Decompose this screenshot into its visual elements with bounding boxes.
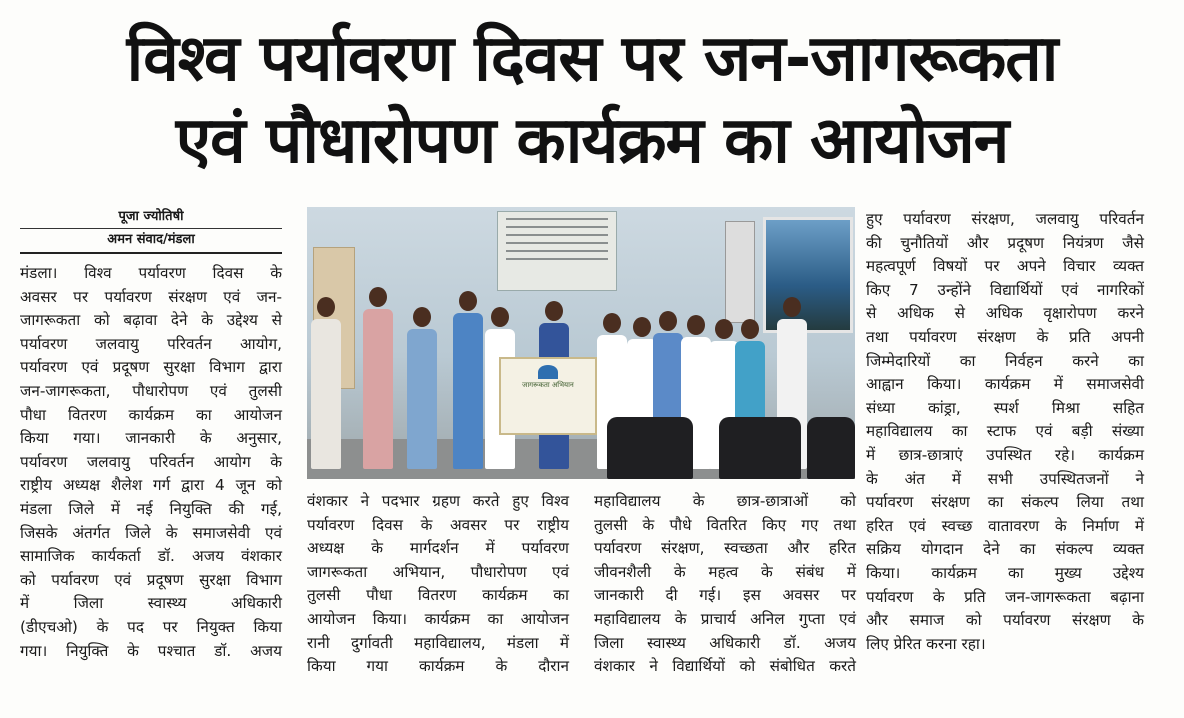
byline (20, 208, 282, 254)
article-line: सक्रिय योगदान देने का संकल्प व्यक्त (866, 540, 1144, 559)
article-line: पर्यावरण के प्रति जन-जागरूकता बढ़ाना (866, 587, 1144, 606)
photo-notice-board (497, 211, 617, 291)
event-photo (307, 207, 855, 479)
banner-logo-icon (538, 365, 558, 379)
article-line: किए 7 उन्होंने विद्यार्थियों एवं नागरिकों (866, 280, 1144, 299)
article-line: राष्ट्रीय अध्यक्ष शैलेश गर्ग द्वारा 4 जून को (20, 476, 282, 495)
article-line: पर्यावरण दिवस के अवसर पर राष्ट्रीय (307, 515, 569, 534)
article-line: आयोजन किया। कार्यक्रम का आयोजन (307, 609, 569, 628)
article-line: के अंत में सभी उपस्थितजनों ने (866, 469, 1144, 488)
article-line: जन-जागरूकता, पौधारोपण एवं तुलसी (20, 381, 282, 400)
article-line: गया। नियुक्ति के पश्चात डॉ. अजय (20, 641, 282, 660)
article-line: पर्यावरण संरक्षण, स्वच्छता और हरित (594, 539, 856, 558)
article-line: सामाजिक कार्यकर्ता डॉ. अजय वंशकार (20, 547, 282, 566)
article-line: और समाज को पर्यावरण संरक्षण के (866, 611, 1144, 630)
photo-person (453, 291, 483, 469)
article-line: आह्वान किया। कार्यक्रम में समाजसेवी (866, 375, 1144, 394)
photo-chair (719, 417, 801, 479)
article-column-4 (866, 208, 1144, 656)
article-column-3 (594, 490, 856, 679)
article-line: मंडला। विश्व पर्यावरण दिवस के (20, 264, 282, 282)
article-line: अवसर पर पर्यावरण संरक्षण एवं जन- (20, 287, 282, 306)
photo-person (363, 287, 393, 469)
photo-chair (807, 417, 855, 479)
article-line: से अधिक से अधिक वृक्षारोपण करने (866, 304, 1144, 323)
article-line: लिए प्रेरित करना रहा। (866, 634, 986, 653)
article-line: तुलसी पौधा वितरण कार्यक्रम का (307, 586, 569, 605)
article-line: पर्यावरण जलवायु परिवर्तन आयोग, (20, 334, 282, 353)
article-line: महाविद्यालय का स्टाफ एवं बड़ी संख्या (866, 422, 1144, 441)
article-line: की चुनौतियों और प्रदूषण नियंत्रण जैसे (866, 233, 1144, 252)
article-line: जिसके अंतर्गत जिले के समाजसेवी एवं (20, 523, 282, 542)
article-line: जीवनशैली के महत्व के संबंध में (594, 562, 856, 581)
article-line: पौधा वितरण कार्यक्रम का आयोजन (20, 405, 282, 424)
photo-banner (499, 357, 597, 435)
article-line: जानकारी दी गई। इस अवसर पर (594, 586, 856, 605)
article-line: पर्यावरण जलवायु परिवर्तन आयोग के (20, 452, 282, 471)
article-line: (डीएचओ) के पद पर नियुक्त किया (20, 617, 282, 636)
byline-source: अमन संवाद/मंडला (107, 232, 195, 247)
headline-line-2: एवं पौधारोपण कार्यक्रम का आयोजन (175, 104, 1009, 178)
photo-chair (607, 417, 693, 479)
article-column-1 (20, 262, 282, 663)
article-line: महाविद्यालय के प्राचार्य अनिल गुप्ता एवं (594, 609, 856, 628)
article-line: अध्यक्ष के मार्गदर्शन में पर्यावरण (307, 539, 569, 558)
article-line: संध्या कांड्रा, स्पर्श मिश्रा सहित (866, 398, 1144, 417)
photo-person (311, 297, 341, 469)
article-line: किया गया कार्यक्रम के दौरान (307, 657, 569, 676)
article-line: जागरूकता अभियान, पौधारोपण एवं (307, 562, 569, 581)
article-line: में जिला स्वास्थ्य अधिकारी (20, 594, 282, 613)
article-line: पर्यावरण संरक्षण का संकल्प लिया तथा (866, 493, 1144, 512)
article-line: किया। कार्यक्रम का मुख्य उद्देश्य (866, 563, 1144, 582)
article-line: मंडला जिले में नई नियुक्ति की गई, (20, 499, 282, 518)
article-line: वंशकार ने विद्यार्थियों को संबोधित करते (594, 657, 856, 676)
article-column-2 (307, 490, 569, 679)
byline-underline (20, 252, 282, 254)
article-line: किया गया। जानकारी के अनुसार, (20, 429, 282, 448)
article-line: महाविद्यालय के छात्र-छात्राओं को (594, 492, 856, 510)
article-line: जागरूकता को बढ़ावा देने के उद्देश्य से (20, 311, 282, 330)
article-line: तथा पर्यावरण संरक्षण के प्रति अपनी (866, 327, 1144, 346)
article-line: को पर्यावरण एवं प्रदूषण सुरक्षा विभाग (20, 570, 282, 589)
article-line: महत्वपूर्ण विषयों पर अपने विचार व्यक्त (866, 257, 1144, 276)
article-line: जिम्मेदारियों का निर्वहन करने का (866, 351, 1144, 370)
photo-wall-panel (725, 221, 755, 323)
byline-author: पूजा ज्योतिषी (118, 209, 184, 224)
headline-line-1: विश्व पर्यावरण दिवस पर जन-जागरूकता (126, 22, 1058, 96)
article-line: वंशकार ने पदभार ग्रहण करते हुए विश्व (307, 492, 569, 510)
photo-person (407, 307, 437, 469)
byline-divider (20, 228, 282, 229)
article-line: पर्यावरण एवं प्रदूषण सुरक्षा विभाग द्वारा (20, 358, 282, 377)
article-line: हरित एवं स्वच्छ वातावरण के निर्माण में (866, 516, 1144, 535)
article-line: जिला स्वास्थ्य अधिकारी डॉ. अजय (594, 633, 856, 652)
article-line: हुए पर्यावरण संरक्षण, जलवायु परिवर्तन (866, 210, 1144, 228)
article-line: रानी दुर्गावती महाविद्यालय, मंडला में (307, 633, 569, 652)
banner-text: जागरूकता अभियान (522, 381, 574, 389)
article-line: में छात्र-छात्राएं उपस्थित रहे। कार्यक्रम (866, 445, 1144, 464)
article-line: तुलसी के पौधे वितरित किए गए तथा (594, 515, 856, 534)
